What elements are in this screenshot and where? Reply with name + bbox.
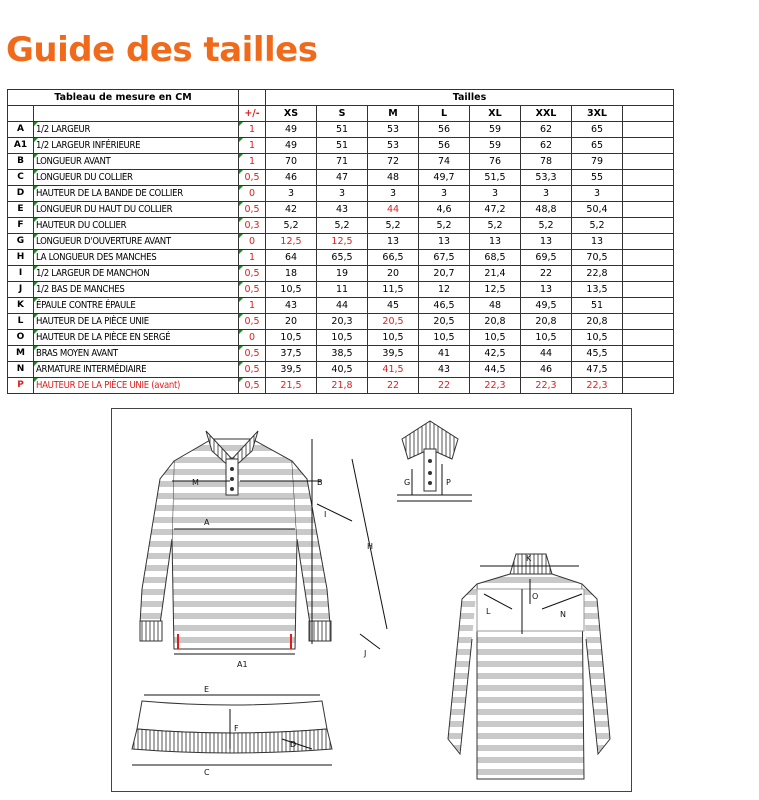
row-value: 13 (572, 234, 623, 250)
row-value: 22 (368, 378, 419, 394)
row-label: LONGUEUR AVANT (34, 154, 239, 170)
row-code: B (8, 154, 34, 170)
row-label: 1/2 BAS DE MANCHES (34, 282, 239, 298)
row-tolerance: 0,5 (239, 346, 266, 362)
row-label: LA LONGUEUR DES MANCHES (34, 250, 239, 266)
row-value: 50,4 (572, 202, 623, 218)
table-row (8, 378, 674, 394)
row-value: 65,5 (317, 250, 368, 266)
row-value: 5,2 (317, 218, 368, 234)
row-value: 41,5 (368, 362, 419, 378)
row-tolerance: 0,5 (239, 202, 266, 218)
size-labels-row (8, 106, 674, 122)
row-value: 55 (572, 170, 623, 186)
label-N: N (560, 610, 566, 619)
size-header-xl: XL (470, 106, 521, 122)
table-row (8, 266, 674, 282)
table-row (8, 330, 674, 346)
table-row (8, 298, 674, 314)
row-value: 42 (266, 202, 317, 218)
row-value: 49,5 (521, 298, 572, 314)
row-value: 20,7 (419, 266, 470, 282)
row-value: 42,5 (470, 346, 521, 362)
row-value: 71 (317, 154, 368, 170)
row-value: 11 (317, 282, 368, 298)
row-value: 48 (470, 298, 521, 314)
row-value: 5,2 (419, 218, 470, 234)
row-value: 66,5 (368, 250, 419, 266)
row-value: 48,8 (521, 202, 572, 218)
row-value: 49 (266, 122, 317, 138)
row-value: 10,5 (317, 330, 368, 346)
row-value: 13 (368, 234, 419, 250)
row-value: 3 (266, 186, 317, 202)
row-value: 20,5 (419, 314, 470, 330)
row-code: I (8, 266, 34, 282)
row-label: ÉPAULE CONTRE ÉPAULE (34, 298, 239, 314)
row-value: 70,5 (572, 250, 623, 266)
front-shirt (140, 431, 387, 669)
label-J: J (364, 649, 367, 658)
label-C: C (204, 768, 210, 777)
row-tolerance: 0,5 (239, 170, 266, 186)
row-value: 5,2 (266, 218, 317, 234)
row-tolerance: 0,5 (239, 378, 266, 394)
row-value: 5,2 (521, 218, 572, 234)
label-B: B (317, 478, 323, 487)
row-value: 40,5 (317, 362, 368, 378)
row-value: 10,5 (419, 330, 470, 346)
row-value: 21,4 (470, 266, 521, 282)
size-header-l: L (419, 106, 470, 122)
row-code: A (8, 122, 34, 138)
table-row (8, 250, 674, 266)
table-row (8, 202, 674, 218)
row-tolerance: 0,5 (239, 362, 266, 378)
row-value: 51 (317, 138, 368, 154)
row-value: 47 (317, 170, 368, 186)
row-value: 3 (317, 186, 368, 202)
row-value: 12,5 (470, 282, 521, 298)
row-value: 20,8 (470, 314, 521, 330)
row-value: 5,2 (368, 218, 419, 234)
row-value: 44 (368, 202, 419, 218)
row-value: 69,5 (521, 250, 572, 266)
label-M: M (192, 478, 199, 487)
row-value: 53 (368, 138, 419, 154)
row-label: 1/2 LARGEUR DE MANCHON (34, 266, 239, 282)
row-value: 44 (317, 298, 368, 314)
row-code: N (8, 362, 34, 378)
row-value: 3 (470, 186, 521, 202)
row-label: LONGUEUR DU COLLIER (34, 170, 239, 186)
row-value: 12,5 (317, 234, 368, 250)
row-code: H (8, 250, 34, 266)
size-header-m: M (368, 106, 419, 122)
row-value: 47,2 (470, 202, 521, 218)
row-value: 43 (266, 298, 317, 314)
row-tolerance: 0 (239, 234, 266, 250)
row-value: 10,5 (266, 282, 317, 298)
row-value: 78 (521, 154, 572, 170)
row-value: 76 (470, 154, 521, 170)
row-value: 3 (368, 186, 419, 202)
row-value: 62 (521, 138, 572, 154)
table-header-row (8, 90, 674, 106)
row-tolerance: 1 (239, 298, 266, 314)
row-value: 46,5 (419, 298, 470, 314)
garment-diagram (111, 408, 632, 792)
row-code: L (8, 314, 34, 330)
row-code: G (8, 234, 34, 250)
row-code: P (8, 378, 34, 394)
row-value: 49 (266, 138, 317, 154)
row-value: 20,8 (521, 314, 572, 330)
row-tolerance: 1 (239, 122, 266, 138)
row-code: A1 (8, 138, 34, 154)
size-header-s: S (317, 106, 368, 122)
row-value: 43 (419, 362, 470, 378)
row-label: 1/2 LARGEUR INFÉRIEURE (34, 138, 239, 154)
row-value: 39,5 (266, 362, 317, 378)
collar-strip (132, 685, 332, 777)
row-value: 20 (368, 266, 419, 282)
row-value: 12 (419, 282, 470, 298)
table-row (8, 314, 674, 330)
table-row (8, 154, 674, 170)
row-value: 65 (572, 138, 623, 154)
table-row (8, 170, 674, 186)
row-value: 13 (521, 282, 572, 298)
size-header-xxl: XXL (521, 106, 572, 122)
row-value: 70 (266, 154, 317, 170)
row-value: 22,3 (521, 378, 572, 394)
row-tolerance: 1 (239, 138, 266, 154)
row-code: J (8, 282, 34, 298)
row-value: 51,5 (470, 170, 521, 186)
row-tolerance: 0,3 (239, 218, 266, 234)
row-value: 74 (419, 154, 470, 170)
label-A1: A1 (237, 660, 248, 669)
row-value: 43 (317, 202, 368, 218)
row-tolerance: 0 (239, 330, 266, 346)
row-label: HAUTEUR DE LA PIÈCE EN SERGÉ (34, 330, 239, 346)
row-value: 22 (521, 266, 572, 282)
row-value: 3 (572, 186, 623, 202)
row-value: 67,5 (419, 250, 470, 266)
row-value: 56 (419, 122, 470, 138)
table-row (8, 186, 674, 202)
label-D: D (290, 740, 297, 749)
row-value: 5,2 (572, 218, 623, 234)
collar-detail (397, 421, 472, 501)
row-value: 10,5 (266, 330, 317, 346)
row-value: 51 (317, 122, 368, 138)
row-label: LONGUEUR DU HAUT DU COLLIER (34, 202, 239, 218)
page-title: Guide des tailles (6, 30, 318, 70)
row-value: 53,3 (521, 170, 572, 186)
row-label: LONGUEUR D'OUVERTURE AVANT (34, 234, 239, 250)
row-value: 22,3 (572, 378, 623, 394)
row-value: 22,3 (470, 378, 521, 394)
row-tolerance: 0,5 (239, 314, 266, 330)
row-value: 12,5 (266, 234, 317, 250)
row-value: 49,7 (419, 170, 470, 186)
row-tolerance: 0,5 (239, 282, 266, 298)
table-row (8, 138, 674, 154)
row-value: 65 (572, 122, 623, 138)
row-value: 20,5 (368, 314, 419, 330)
row-tolerance: 0 (239, 186, 266, 202)
label-K: K (526, 554, 532, 563)
table-row (8, 346, 674, 362)
label-A: A (204, 518, 210, 527)
row-value: 13 (521, 234, 572, 250)
row-value: 20,3 (317, 314, 368, 330)
row-value: 72 (368, 154, 419, 170)
table-row (8, 362, 674, 378)
row-value: 44 (521, 346, 572, 362)
row-label: ARMATURE INTERMÉDIAIRE (34, 362, 239, 378)
size-header-3xl: 3XL (572, 106, 623, 122)
table-row (8, 218, 674, 234)
row-value: 21,8 (317, 378, 368, 394)
row-code: E (8, 202, 34, 218)
label-E: E (204, 685, 210, 694)
row-label: 1/2 LARGEUR (34, 122, 239, 138)
row-value: 68,5 (470, 250, 521, 266)
row-code: K (8, 298, 34, 314)
row-value: 13 (470, 234, 521, 250)
row-value: 37,5 (266, 346, 317, 362)
table-row (8, 282, 674, 298)
row-value: 22 (419, 378, 470, 394)
row-value: 41 (419, 346, 470, 362)
size-header-xs: XS (266, 106, 317, 122)
row-value: 13 (419, 234, 470, 250)
row-value: 62 (521, 122, 572, 138)
row-label: HAUTEUR DE LA PIÈCE UNIE (avant) (34, 378, 239, 394)
label-O: O (532, 592, 539, 601)
label-I: I (324, 510, 327, 519)
back-shirt (448, 554, 610, 779)
garment-drawing (112, 409, 631, 791)
row-value: 10,5 (521, 330, 572, 346)
row-label: HAUTEUR DU COLLIER (34, 218, 239, 234)
row-value: 44,5 (470, 362, 521, 378)
row-tolerance: 0,5 (239, 266, 266, 282)
row-label: HAUTEUR DE LA PIÈCE UNIE (34, 314, 239, 330)
size-table (7, 89, 674, 394)
table-row (8, 234, 674, 250)
row-value: 19 (317, 266, 368, 282)
row-value: 4,6 (419, 202, 470, 218)
row-code: C (8, 170, 34, 186)
row-value: 3 (521, 186, 572, 202)
row-label: BRAS MOYEN AVANT (34, 346, 239, 362)
row-tolerance: 1 (239, 154, 266, 170)
row-value: 45 (368, 298, 419, 314)
label-F: F (234, 724, 239, 733)
row-value: 47,5 (572, 362, 623, 378)
row-value: 79 (572, 154, 623, 170)
row-value: 56 (419, 138, 470, 154)
tolerance-header: +/- (239, 106, 266, 122)
row-value: 3 (419, 186, 470, 202)
row-code: O (8, 330, 34, 346)
row-value: 10,5 (470, 330, 521, 346)
row-label: HAUTEUR DE LA BANDE DE COLLIER (34, 186, 239, 202)
row-value: 46 (521, 362, 572, 378)
row-value: 45,5 (572, 346, 623, 362)
row-value: 10,5 (368, 330, 419, 346)
label-P: P (446, 478, 451, 487)
row-value: 13,5 (572, 282, 623, 298)
row-value: 51 (572, 298, 623, 314)
row-value: 20 (266, 314, 317, 330)
row-value: 48 (368, 170, 419, 186)
label-H: H (367, 542, 374, 551)
row-value: 20,8 (572, 314, 623, 330)
row-value: 53 (368, 122, 419, 138)
row-value: 21,5 (266, 378, 317, 394)
label-G: G (404, 478, 411, 487)
measure-header: Tableau de mesure en CM (8, 90, 239, 106)
row-value: 64 (266, 250, 317, 266)
row-value: 10,5 (572, 330, 623, 346)
row-value: 5,2 (470, 218, 521, 234)
row-code: F (8, 218, 34, 234)
row-code: D (8, 186, 34, 202)
row-value: 38,5 (317, 346, 368, 362)
row-value: 59 (470, 122, 521, 138)
label-L: L (486, 607, 491, 616)
row-value: 39,5 (368, 346, 419, 362)
row-value: 18 (266, 266, 317, 282)
row-value: 46 (266, 170, 317, 186)
row-value: 59 (470, 138, 521, 154)
row-tolerance: 1 (239, 250, 266, 266)
row-code: M (8, 346, 34, 362)
row-value: 22,8 (572, 266, 623, 282)
row-value: 11,5 (368, 282, 419, 298)
table-row (8, 122, 674, 138)
sizes-header: Tailles (266, 90, 674, 106)
